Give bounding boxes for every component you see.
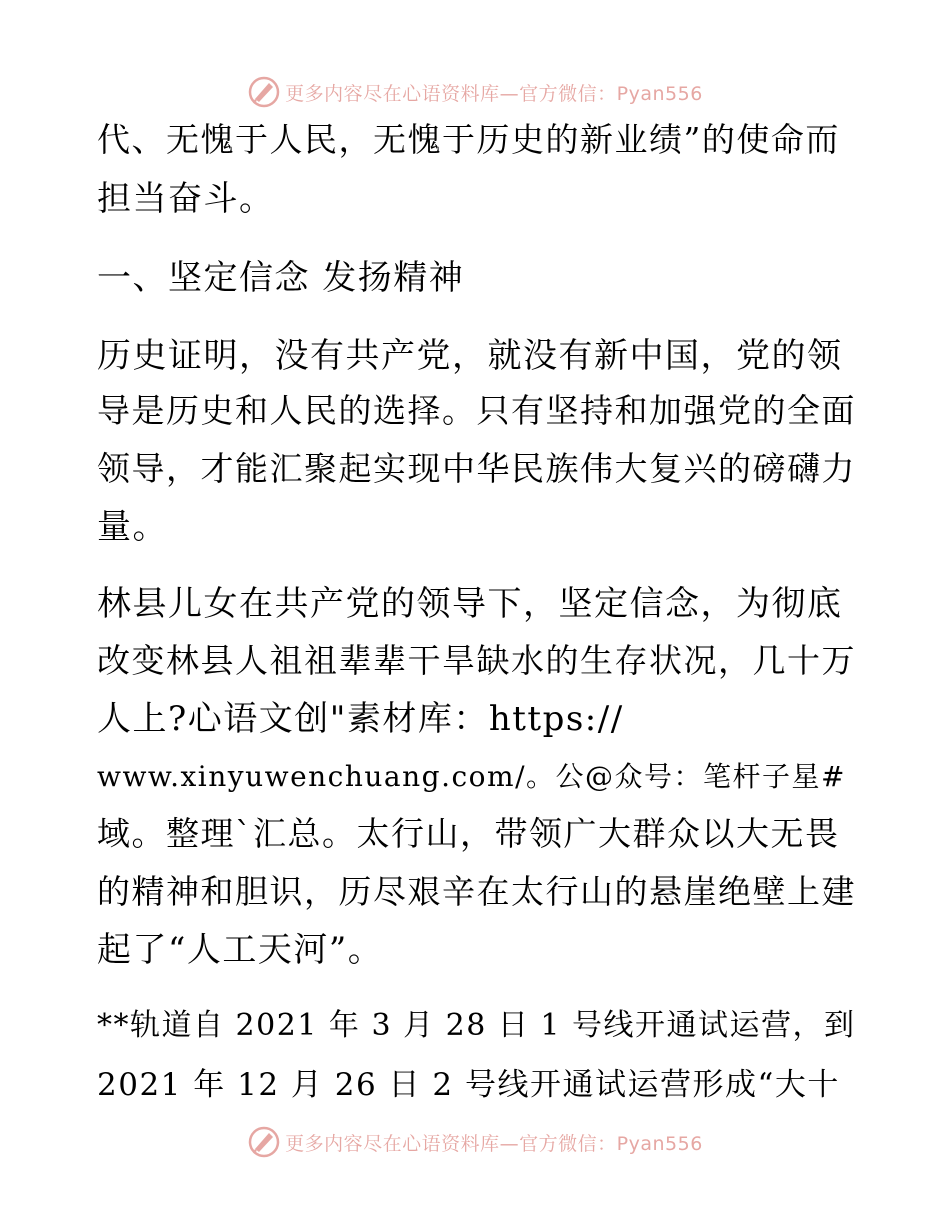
watermark-logo-icon [247, 1125, 281, 1159]
header-watermark [0, 74, 950, 110]
text-line: 2021 年 12 月 26 日 2 号线开通试运营形成“大十 [97, 1067, 840, 1103]
text-line: 起了“人工天河”。 [97, 930, 384, 970]
text-line: www.xinyuwenchuang.com/。公@众号：笔杆子星# [97, 760, 846, 793]
text-line: 领导，才能汇聚起实现中华民族伟大复兴的磅礴力 [97, 449, 856, 488]
text-line: 历史证明，没有共产党，就没有新中国，党的领 [97, 336, 843, 376]
text-line: 的精神和胆识，历尽艰辛在太行山的悬崖绝壁上建 [97, 872, 856, 911]
watermark-text: 更多内容尽在心语资料库—官方微信：Pyan556 [285, 82, 703, 105]
text-line: **轨道自 2021 年 3 月 28 日 1 号线开通试运营，到 [97, 1008, 856, 1043]
text-line: 导是历史和人民的选择。只有坚持和加强党的全面 [97, 391, 856, 430]
footer-watermark [0, 1124, 950, 1160]
watermark-logo-icon [247, 75, 281, 109]
text-line: 担当奋斗。 [97, 179, 275, 219]
text-line: 域。整理`汇总。太行山，带领广大群众以大无畏 [97, 814, 840, 853]
section-heading: 一、坚定信念 发扬精神 [97, 258, 465, 298]
text-line: 改变林县人祖祖辈辈干旱缺水的生存状况，几十万 [97, 641, 856, 680]
watermark-text: 更多内容尽在心语资料库—官方微信：Pyan556 [285, 1132, 703, 1155]
text-line: 林县儿女在共产党的领导下，坚定信念，为彻底 [97, 584, 843, 624]
text-line: 人上?心语文创"素材库：https:// [97, 699, 624, 739]
text-line: 量。 [97, 507, 168, 547]
text-line: 代、无愧于人民，无愧于历史的新业绩”的使命而 [97, 120, 840, 159]
